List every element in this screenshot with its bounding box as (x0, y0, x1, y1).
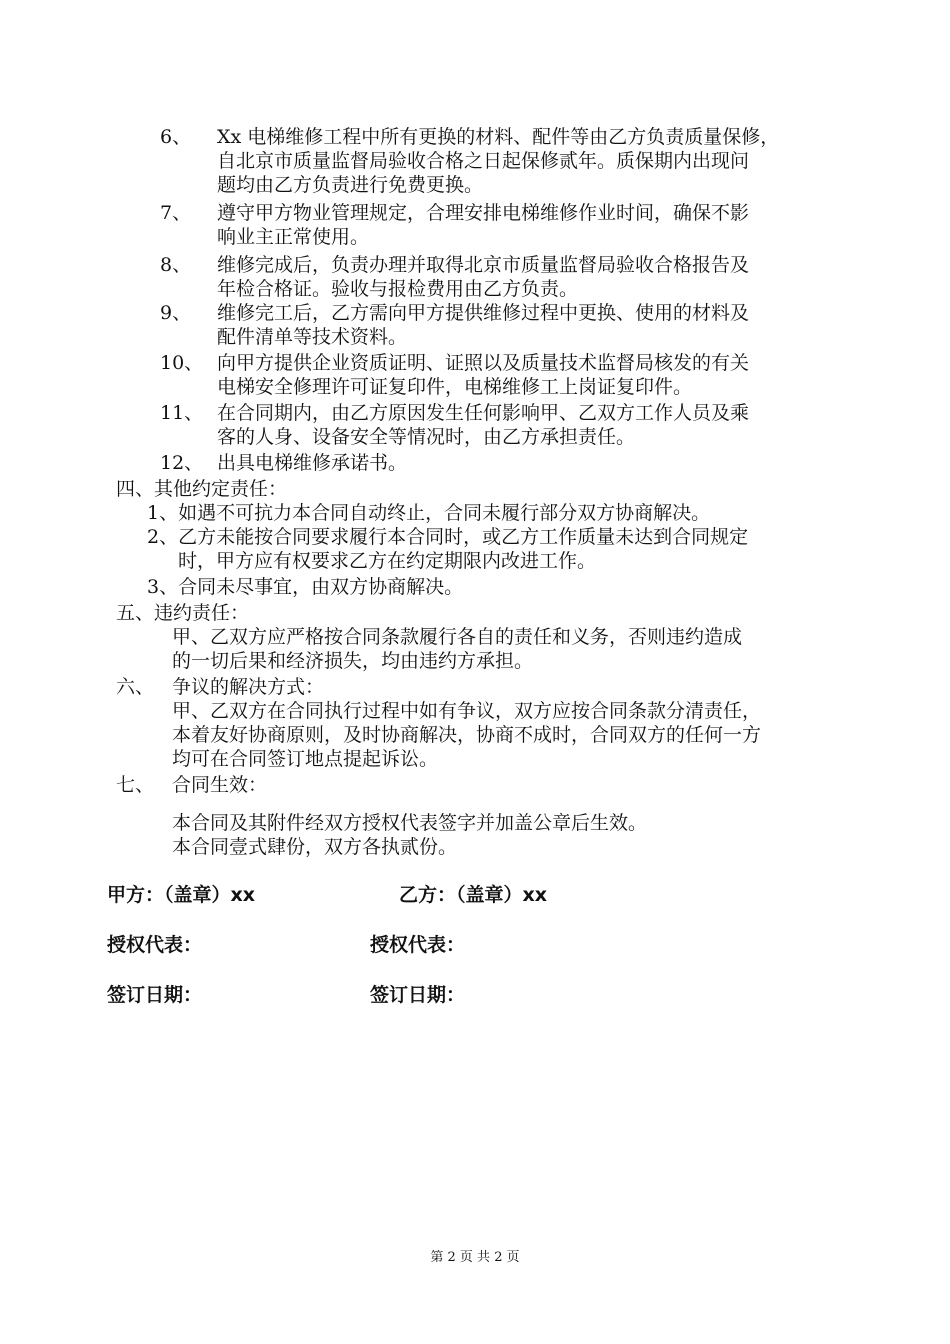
item-number: 12、 (160, 452, 204, 474)
item-text-line: 在合同期内，由乙方原因发生任何影响甲、乙双方工作人员及乘 (217, 402, 750, 424)
section-paragraph-line: 甲、乙双方应严格按合同条款履行各自的责任和义务，否则违约造成 (172, 626, 743, 648)
item-text-line: 自北京市质量监督局验收合格之日起保修贰年。质保期内出现问 (217, 150, 750, 172)
section-heading: 五、违约责任： (116, 602, 250, 624)
item-text-line: 向甲方提供企业资质证明、证照以及质量技术监督局核发的有关 (217, 352, 750, 374)
party-b-representative: 授权代表： (370, 934, 466, 956)
item-text-line: 响业主正常使用。 (217, 226, 370, 248)
section-paragraph-line: 的一切后果和经济损失，均由违约方承担。 (172, 650, 534, 672)
party-a-sign-date: 签订日期： (107, 984, 203, 1006)
item-number: 10、 (160, 352, 204, 374)
item-number: 7、 (160, 202, 192, 224)
item-text-line: 配件清单等技术资料。 (217, 326, 408, 348)
section-paragraph-line: 甲、乙双方在合同执行过程中如有争议，双方应按合同条款分清责任， (172, 700, 762, 722)
section-number: 七、 (116, 774, 155, 796)
item-number: 9、 (160, 302, 192, 324)
party-b-seal: 乙方：（盖章）xx (399, 884, 548, 906)
item-text-line: 客的人身、设备安全等情况时，由乙方承担责任。 (217, 426, 636, 448)
item-text-line: 出具电梯维修承诺书。 (217, 452, 408, 474)
item-number: 8、 (160, 254, 192, 276)
section-item: 3、合同未尽事宜，由双方协商解决。 (147, 576, 464, 598)
section-paragraph-line: 本合同及其附件经双方授权代表签字并加盖公章后生效。 (172, 812, 648, 834)
section-paragraph-line: 均可在合同签订地点提起诉讼。 (172, 748, 439, 770)
item-text-line: 题均由乙方负责进行免费更换。 (217, 174, 484, 196)
section-item: 2、乙方未能按合同要求履行本合同时，或乙方工作质量未达到合同规定 (147, 526, 749, 548)
item-text-line: 维修完成后，负责办理并取得北京市质量监督局验收合格报告及 (217, 254, 750, 276)
item-text-line: 年检合格证。验收与报检费用由乙方负责。 (217, 278, 579, 300)
section-heading: 争议的解决方式： (172, 676, 325, 698)
section-paragraph-line: 本合同壹式肆份，双方各执贰份。 (172, 836, 458, 858)
page-number: 第 2 页 共 2 页 (430, 1250, 520, 1265)
item-text-line: 遵守甲方物业管理规定，合理安排电梯维修作业时间，确保不影 (217, 202, 750, 224)
party-a-representative: 授权代表： (107, 934, 203, 956)
section-heading: 四、其他约定责任： (116, 478, 288, 500)
section-paragraph-line: 本着友好协商原则，及时协商解决，协商不成时，合同双方的任何一方 (172, 724, 762, 746)
item-number: 11、 (160, 402, 204, 424)
party-b-sign-date: 签订日期： (370, 984, 466, 1006)
item-text-line: 电梯安全修理许可证复印件，电梯维修工上岗证复印件。 (217, 376, 693, 398)
party-a-seal: 甲方：（盖章）xx (107, 884, 256, 906)
page-footer (0, 1250, 950, 1266)
section-item: 1、如遇不可抗力本合同自动终止，合同未履行部分双方协商解决。 (147, 502, 711, 524)
section-number: 六、 (116, 676, 155, 698)
section-heading: 合同生效： (172, 774, 268, 796)
item-text-line: Xx 电梯维修工程中所有更换的材料、配件等由乙方负责质量保修， (217, 126, 780, 148)
item-number: 6、 (160, 126, 192, 148)
section-item-continued: 时，甲方应有权要求乙方在约定期限内改进工作。 (178, 550, 597, 572)
item-text-line: 维修完工后，乙方需向甲方提供维修过程中更换、使用的材料及 (217, 302, 750, 324)
